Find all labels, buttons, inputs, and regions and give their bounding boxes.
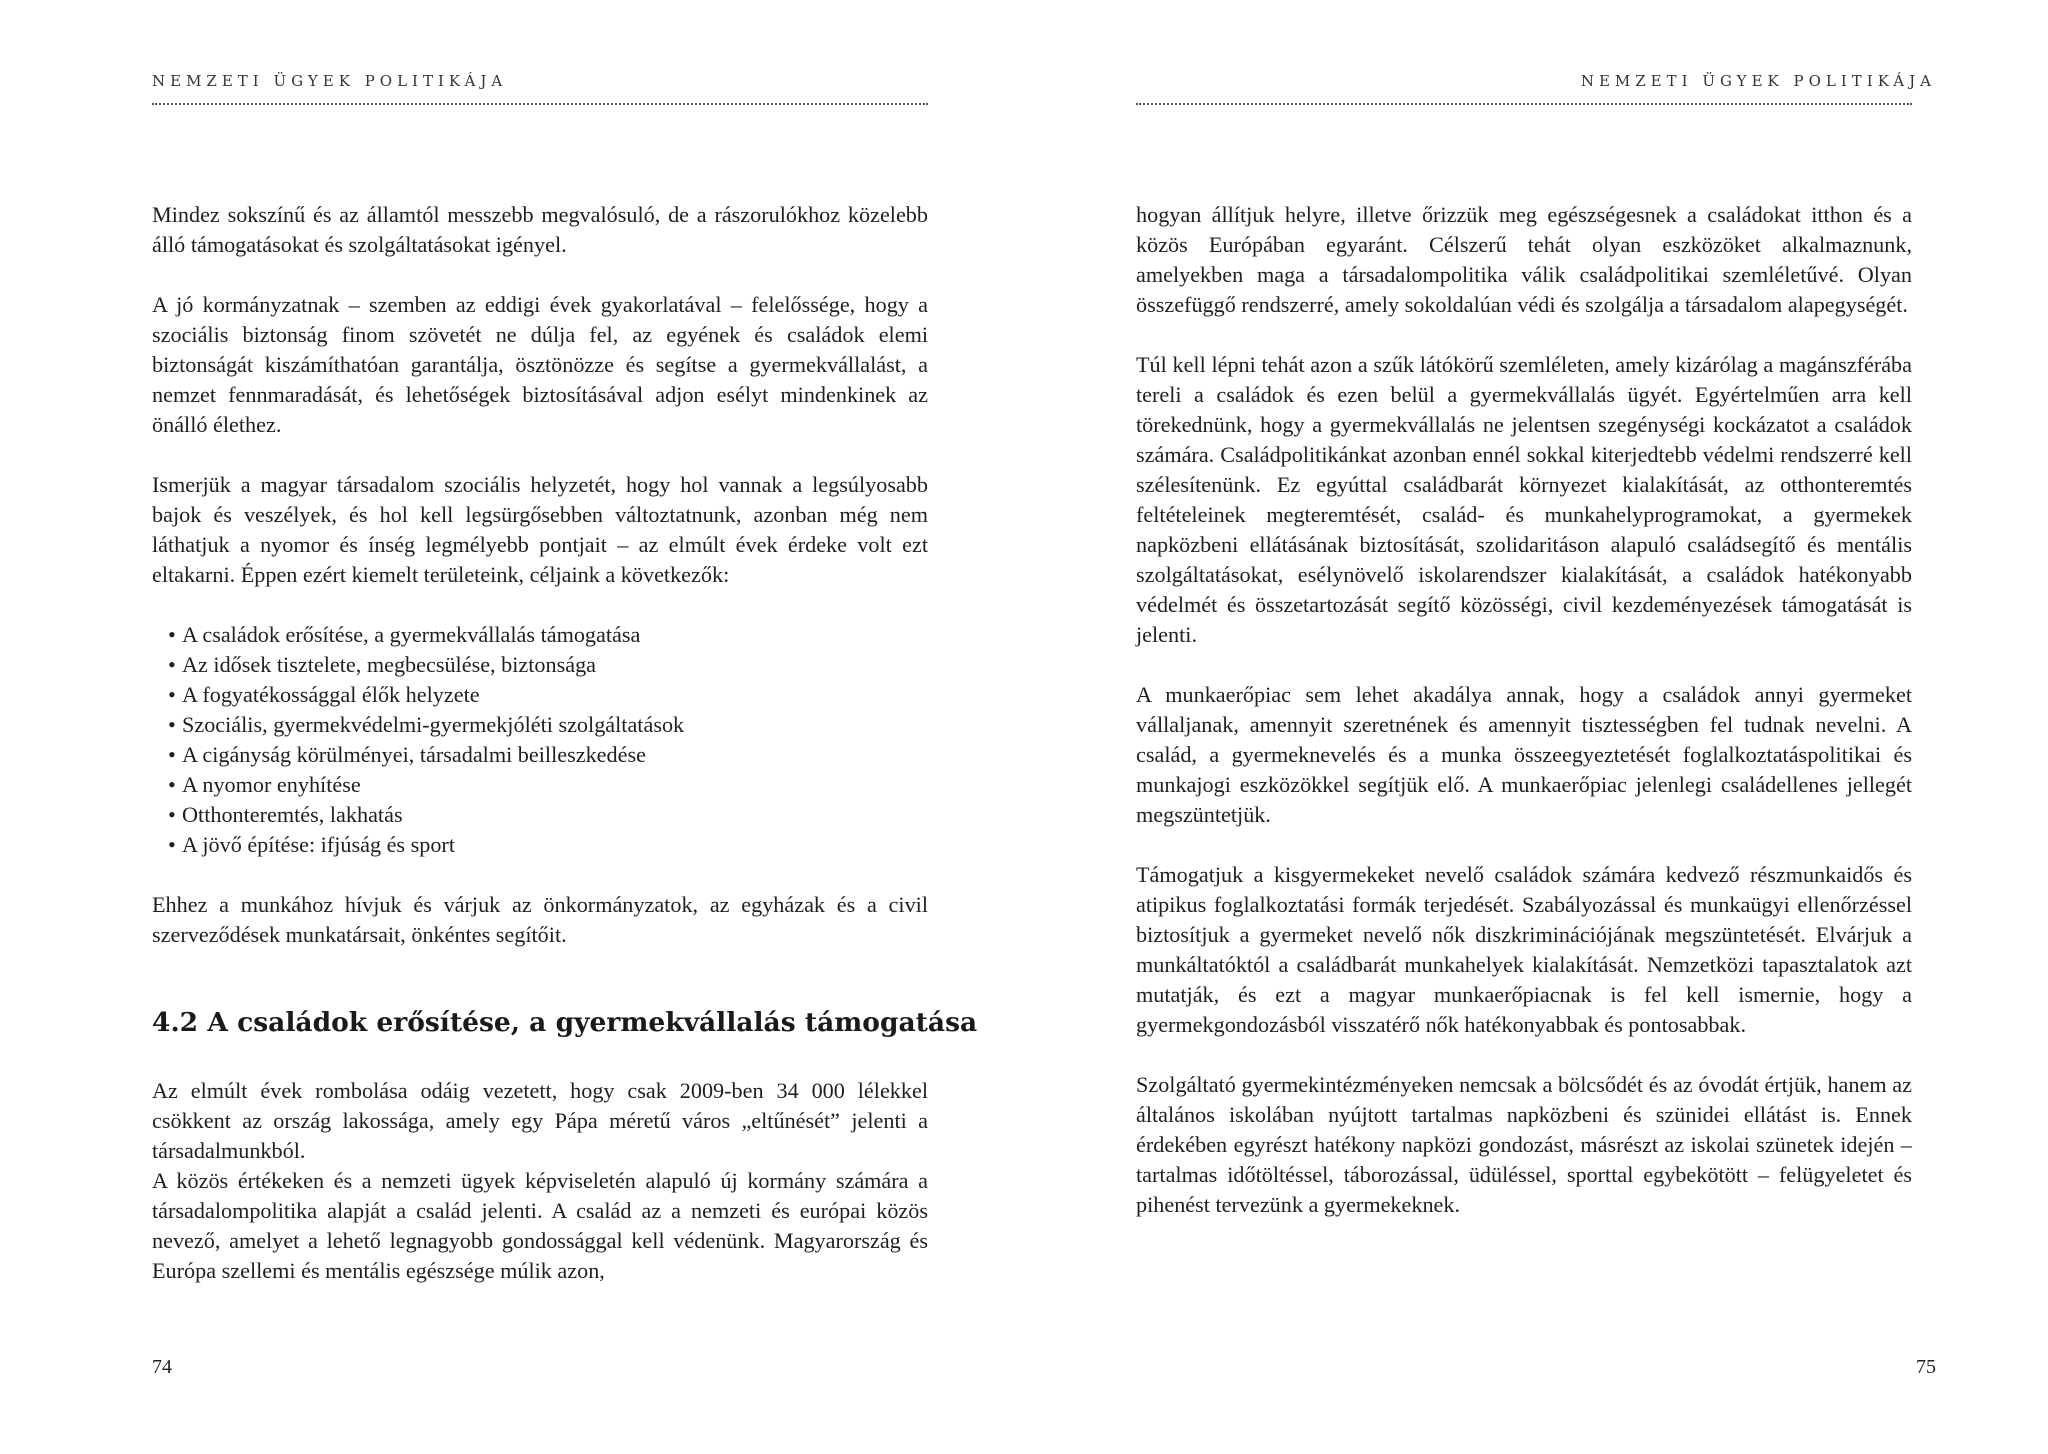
list-item: • A fogyatékossággal élők helyzete: [168, 680, 928, 710]
left-page-body: [152, 200, 978, 1286]
goals-list: [168, 620, 928, 860]
running-head-right: NEMZETI ÜGYEK POLITIKÁJA: [1580, 72, 1936, 90]
paragraph: Szolgáltató gyermekintézményeken nemcsak a bölcsődét és az óvodát értjük, hanem az általános iskolában nyújtott tartalmas napközbeni és szünidei ellátást is. Ennek érdekében egyrészt hatékony napközi gondozást, másrészt az iskolai szünetek idején – tartalmas időtöltéssel, táborozással, üdüléssel, sporttal egybekötött – felügyeletet és pihenést tervezünk a gyermekeknek.: [1136, 1072, 1912, 1217]
paragraph: Mindez sokszínű és az államtól messzebb megvalósuló, de a rászorulókhoz közelebb álló támogatásokat és szolgáltatásokat igényel.: [152, 202, 928, 257]
list-item: • A cigányság körülményei, társadalmi beilleszkedése: [168, 740, 928, 770]
list-item: • Szociális, gyermekvédelmi-gyermekjóléti szolgáltatások: [168, 710, 928, 740]
paragraph: A munkaerőpiac sem lehet akadálya annak, hogy a családok annyi gyermeket vállaljanak, amennyit szeretnének és amennyit tisztességben fel tudnak nevelni. A család, a gyermeknevelés és a munka összeegyeztetését foglalkoztatáspolitikai és munkajogi eszközökkel segítjük elő. A munkaerőpiac jelenlegi családellenes jellegét megszüntetjük.: [1136, 682, 1912, 827]
paragraph: A jó kormányzatnak – szemben az eddigi évek gyakorlatával – felelőssége, hogy a szociális biztonság finom szövetét ne dúlja fel, az egyének és családok elemi biztonságát kiszámíthatóan garantálja, ösztönözze és segítse a gyermekvállalást, a nemzet fennmaradását, és lehetőségek biztosításával adjon esélyt mindenkinek az önálló élethez.: [152, 292, 928, 437]
list-item: • A jövő építése: ifjúság és sport: [168, 830, 928, 860]
dotted-rule-left: [152, 103, 928, 105]
right-page-body: [1136, 200, 1912, 1250]
list-item: • Otthonteremtés, lakhatás: [168, 800, 928, 830]
paragraph: Támogatjuk a kisgyermekeket nevelő családok számára kedvező részmunkaidős és atipikus foglalkoztatási formák terjedését. Szabályozással és munkaügyi ellenőrzéssel biztosítjuk a gyermeket nevelő nők diszkriminációjának megszüntetését. Elvárjuk a munkáltatóktól a családbarát munkahelyek kialakítását. Nemzetközi tapasztalatok azt mutatják, és ezt a magyar munkaerőpiacnak is fel kell ismernie, hogy a gyermekgondozásból visszatérő nők hatékonyabbak és pontosabbak.: [1136, 862, 1912, 1037]
list-item: • A nyomor enyhítése: [168, 770, 928, 800]
paragraph: Túl kell lépni tehát azon a szűk látókörű szemléleten, amely kizárólag a magánszférába tereli a családok és ezen belül a gyermekvállalás ügyét. Egyértelműen arra kell törekednünk, hogy a gyermekvállalás ne jelentsen szegénységi kockázatot a családok számára. Családpolitikánkat azonban ennél sokkal kiterjedtebb védelmi rendszerré kell szélesítenünk. Ez egyúttal családbarát környezet kialakítását, az otthonteremtés feltételeinek megteremtését, család- és munkahelyprogramokat, a gyermekek napközbeni ellátásának biztosítását, szolidaritáson alapuló családsegítő és mentális szolgáltatásokat, esélynövelő iskolarendszer kialakítását, a családok hatékonyabb védelmét és összetartozását segítő közösségi, civil kezdeményezések támogatását is jelenti.: [1136, 352, 1912, 647]
dotted-rule-right: [1136, 103, 1912, 105]
running-head-left: NEMZETI ÜGYEK POLITIKÁJA: [152, 72, 508, 90]
section-heading: 4.2 A családok erősítése, a gyermekvállalás támogatása: [152, 1007, 978, 1038]
page-number-right: 75: [1916, 1356, 1936, 1378]
list-item: • A családok erősítése, a gyermekvállalás támogatása: [168, 620, 928, 650]
paragraph: Az elmúlt évek rombolása odáig vezetett, hogy csak 2009-ben 34 000 lélekkel csökkent az ország lakossága, amely egy Pápa méretű város „eltűnését” jelenti a társadalmunkból.: [152, 1078, 928, 1163]
paragraph: Ismerjük a magyar társadalom szociális helyzetét, hogy hol vannak a legsúlyosabb bajok és veszélyek, és hol kell legsürgősebben változtatnunk, azonban még nem láthatjuk a nyomor és ínség legmélyebb pontjait – az elmúlt évek érdeke volt ezt eltakarni. Éppen ezért kiemelt területeink, céljaink a következők:: [152, 472, 928, 587]
paragraph: A közös értékeken és a nemzeti ügyek képviseletén alapuló új kormány számára a társadalompolitika alapját a család jelenti. A család az a nemzeti és európai közös nevező, amelyet a lehető legnagyobb gondossággal kell védenünk. Magyarország és Európa szellemi és mentális egészsége múlik azon,: [152, 1168, 928, 1283]
list-item: • Az idősek tisztelete, megbecsülése, biztonsága: [168, 650, 928, 680]
page-number-left: 74: [152, 1356, 172, 1378]
paragraph: Ehhez a munkához hívjuk és várjuk az önkormányzatok, az egyházak és a civil szerveződések munkatársait, önkéntes segítőit.: [152, 892, 928, 947]
right-page: [1024, 0, 2048, 1454]
paragraph: hogyan állítjuk helyre, illetve őrizzük meg egészségesnek a családokat itthon és a közös Európában egyaránt. Célszerű tehát olyan eszközöket alkalmaznunk, amelyekben maga a társadalompolitika válik családpolitikai szemléletűvé. Olyan összefüggő rendszerré, amely sokoldalúan védi és szolgálja a társadalom alapegységét.: [1136, 202, 1912, 317]
